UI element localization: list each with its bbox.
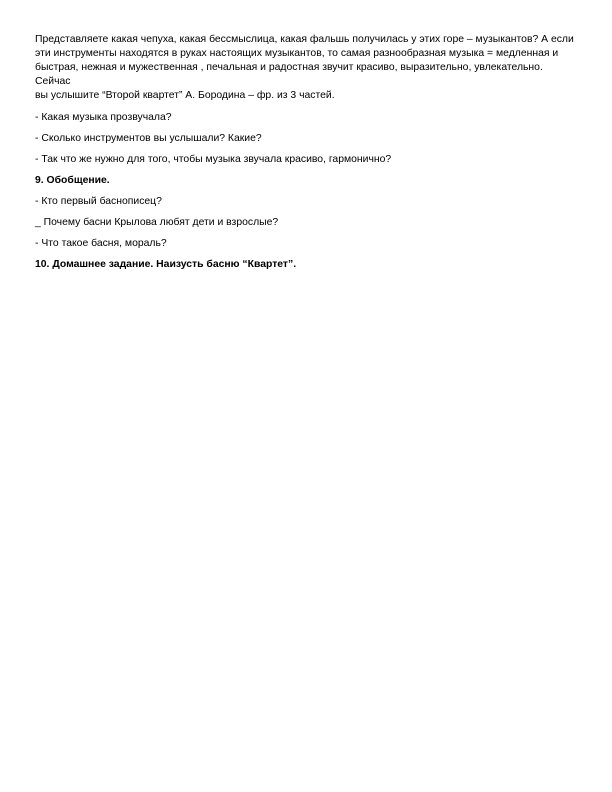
intro-paragraph bbox=[35, 33, 577, 103]
intro-line: эти инструменты находятся в руках настоящих музыкантов, то самая разнообразная музыка = медленная и bbox=[35, 48, 559, 59]
intro-line: Представляете какая чепуха, какая бессмыслица, какая фальшь получилась у этих горе – музыкантов? А если bbox=[35, 34, 574, 45]
question-fable-moral: - Что такое басня, мораль? bbox=[35, 238, 167, 249]
section-10-heading: 10. Домашнее задание. Наизусть басню “Квартет”. bbox=[35, 259, 297, 270]
document-page bbox=[35, 33, 577, 279]
question-instruments-count: - Сколько инструментов вы услышали? Какие? bbox=[35, 133, 262, 144]
intro-line: быстрая, нежная и мужественная , печальная и радостная звучит красиво, выразительно, увлекательно. Сейчас bbox=[35, 62, 543, 87]
question-krylov-fables: _ Почему басни Крылова любят дети и взрослые? bbox=[35, 217, 279, 228]
section-9-heading: 9. Обобщение. bbox=[35, 175, 110, 186]
question-first-fabulist: - Кто первый баснописец? bbox=[35, 196, 162, 207]
intro-line: вы услышите “Второй квартет” А. Бородина – фр. из 3 частей. bbox=[35, 90, 335, 101]
question-music-heard: - Какая музыка прозвучала? bbox=[35, 112, 172, 123]
question-harmony: - Так что же нужно для того, чтобы музыка звучала красиво, гармонично? bbox=[35, 154, 392, 165]
